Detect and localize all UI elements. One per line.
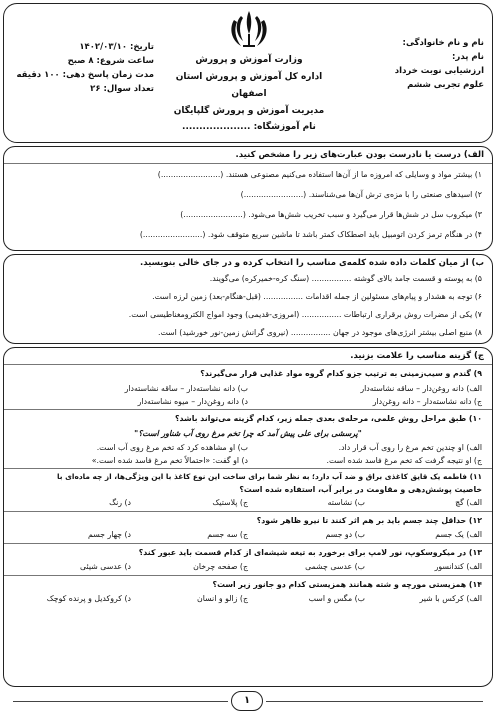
mc-question-14: ۱۴) همزیستی مورچه و شته همانند همزیستی کدام دو جانور زیر است؟ xyxy=(212,580,482,589)
q13-option-d[interactable]: د) عدسی شیئی xyxy=(80,562,131,571)
tf-question-2: ۲) اسیدهای صنعتی را با مزه‌ی ترش آن‌ها می‌شناسند. (........................) xyxy=(240,190,482,199)
tf-question-4: ۴) در هنگام ترمز کردن اتومبیل باید اصطکاک کمتر باشد تا ماشین سریع متوقف شود. (........................) xyxy=(139,230,482,239)
subject-label: علوم تجربی ششم xyxy=(407,80,484,90)
q9-option-d[interactable]: د) دانه روغن‌دار – میوه نشاسته‌دار xyxy=(137,397,248,406)
section-fill-blank xyxy=(3,254,493,344)
fill-question-5: ۵) به پوسته و قسمت جامد بالای گوشته ................ (سنگ کره-خمیرکره) می‌گویند. xyxy=(209,274,482,283)
exam-date: تاریخ: ۱۴۰۲/۰۳/۱۰ xyxy=(79,42,154,52)
q14-option-b[interactable]: ب) مگس و اسب xyxy=(308,594,365,603)
section-a-title: الف) درست یا نادرست بودن عبارت‌های زیر را مشخص کنید. xyxy=(235,150,484,160)
exam-info xyxy=(14,40,154,96)
mc-question-12: ۱۲) حداقل چند جسم باید بر هم اثر کنند تا نیرو ظاهر شود؟ xyxy=(256,516,482,525)
ministry-name: وزارت آموزش و پرورش xyxy=(195,55,303,65)
section-multiple-choice xyxy=(3,347,493,687)
q11-option-a[interactable]: الف) گچ xyxy=(455,498,482,507)
q14-option-a[interactable]: الف) کرکس با شیر xyxy=(419,594,482,603)
q9-option-a[interactable]: الف) دانه روغن‌دار – ساقه نشاسته‌دار xyxy=(360,384,482,393)
tf-question-3: ۳) میکروب سل در شش‌ها قرار می‌گیرد و سبب تخریب شش‌ها می‌شود. (........................) xyxy=(180,210,482,219)
fill-question-6: ۶) توجه به هشدار و پیام‌های مسئولین از جمله اقدامات ................ (قبل-هنگام-بعد) زمین لرزه است. xyxy=(152,292,482,301)
exam-title: ارزشیابی نوبت خرداد xyxy=(394,66,484,76)
school-label: نام آموزشگاه: xyxy=(253,122,316,132)
q10-option-a[interactable]: الف) او چندین تخم مرغ را روی آب قرار داد. xyxy=(338,443,482,452)
page-number: ۱ xyxy=(231,691,263,711)
province-office: اداره کل آموزش و پرورش استان اصفهان xyxy=(175,72,323,99)
father-name-label: نام پدر: xyxy=(452,52,484,62)
footer-line-right xyxy=(266,701,483,702)
start-time: ساعت شروع: ۸ صبح xyxy=(67,56,154,66)
q13-option-a[interactable]: الف) کندانسور xyxy=(434,562,482,571)
school-dots: .................... xyxy=(182,122,251,132)
q9-option-b[interactable]: ب) دانه نشاسته‌دار – ساقه نشاسته‌دار xyxy=(124,384,248,393)
q12-option-d[interactable]: د) چهار جسم xyxy=(88,530,131,539)
ministry-block xyxy=(164,8,334,120)
local-office: مدیریت آموزش و پرورش گلپایگان xyxy=(173,106,325,116)
iran-emblem-icon xyxy=(229,8,269,50)
mc-question-13: ۱۳) در میکروسکوپ، نور لامپ برای برخورد به تیغه شیشه‌ای از کدام قسمت باید عبور کند؟ xyxy=(138,548,482,557)
section-b-title: ب) از میان کلمات داده شده کلمه‌ی مناسب را انتخاب کرده و در جای خالی بنویسید. xyxy=(140,258,484,268)
q10-quote: "پرسشی برای علی پیش آمد که چرا تخم مرغ روی آب شناور است؟" xyxy=(134,429,362,438)
section-c-title: ج) گزینه مناسب را علامت بزنید. xyxy=(350,351,484,361)
q14-option-c[interactable]: ج) زالو و انسان xyxy=(196,594,248,603)
student-info xyxy=(334,36,484,92)
mc-question-9: ۹) گندم و سیب‌زمینی به ترتیب جزو کدام گروه مواد غذایی قرار می‌گیرند؟ xyxy=(200,369,482,378)
mc-question-10: ۱۰) طبق مراحل روش علمی، مرحله‌ی بعدی جمله زیر، کدام گزینه می‌تواند باشد؟ xyxy=(175,414,482,423)
q14-option-d[interactable]: د) کروکدیل و پرنده کوچک xyxy=(46,594,131,603)
fill-question-7: ۷) یکی از مضرات روش برقراری ارتباطات ................ (امروزی-قدیمی) وجود امواج الکترومغناطیسی است. xyxy=(128,310,482,319)
q12-option-c[interactable]: ج) سه جسم xyxy=(207,530,248,539)
student-name-label: نام و نام خانوادگی: xyxy=(402,38,484,48)
q10-option-b[interactable]: ب) او مشاهده کرد که تخم مرغ روی آب است. xyxy=(96,443,248,452)
q11-option-b[interactable]: ب) نشاسته xyxy=(327,498,365,507)
q13-option-b[interactable]: ب) عدسی چشمی xyxy=(305,562,365,571)
q9-option-c[interactable]: ج) دانه نشاسته‌دار – دانه روغن‌دار xyxy=(372,397,482,406)
fill-question-8: ۸) منبع اصلی بیشتر انرژی‌های موجود در جهان ................ (نیروی گرانش زمین-نور خورشید) است. xyxy=(157,328,482,337)
school-name-row xyxy=(154,122,344,132)
q11-option-d[interactable]: د) رنگ xyxy=(109,498,131,507)
q10-option-d[interactable]: د) او گفت: «احتمالاً تخم مرغ فاسد شده است.» xyxy=(91,456,248,465)
q12-option-a[interactable]: الف) یک جسم xyxy=(435,530,482,539)
section-true-false xyxy=(3,146,493,251)
tf-question-1: ۱) بیشتر مواد و وسایلی که امروزه ما از آن‌ها استفاده می‌کنیم مصنوعی هستند. (........................) xyxy=(157,170,482,179)
mc-question-11-line1: ۱۱) فاطمه یک قایق کاغذی براق و ضد آب دارد؛ به نظر شما برای ساخت این نوع کاغذ با این ویژگی‌ها، از چه ماده‌ای با xyxy=(57,472,482,481)
q12-option-b[interactable]: ب) دو جسم xyxy=(325,530,365,539)
q13-option-c[interactable]: ج) صفحه چرخان xyxy=(193,562,248,571)
question-count: تعداد سوال: ۲۶ xyxy=(90,84,154,94)
exam-duration: مدت زمان پاسخ دهی: ۱۰۰ دقیقه xyxy=(16,70,154,80)
exam-header xyxy=(3,3,493,143)
footer-line-left xyxy=(13,701,228,702)
q11-option-c[interactable]: ج) پلاستیک xyxy=(212,498,248,507)
mc-question-11-line2: خاصیت پوشش‌دهی و مقاومت در برابر آب، استفاده شده است؟ xyxy=(239,485,482,494)
exam-page xyxy=(3,3,493,713)
q10-option-c[interactable]: ج) او نتیجه گرفت که تخم مرغ فاسد شده است. xyxy=(326,456,482,465)
